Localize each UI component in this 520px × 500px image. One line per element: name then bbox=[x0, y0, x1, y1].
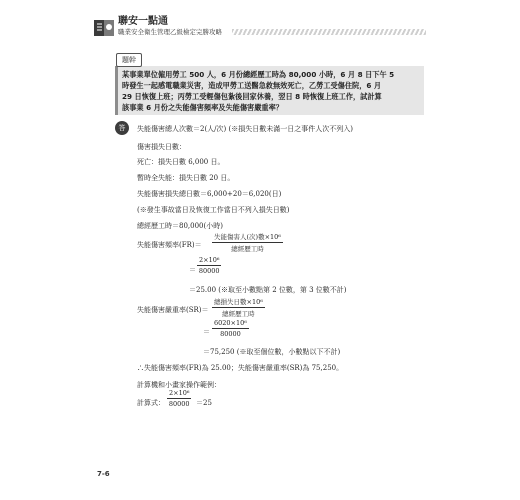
question-line: 29 日恢復上班；丙勞工受輕傷包紮後回家休養，翌日 8 時恢復上班工作，試計算 bbox=[122, 92, 382, 101]
book-logo-icon bbox=[93, 17, 115, 39]
fr-equals: ＝ bbox=[189, 266, 196, 274]
header-subtitle: 職業安全衛生管理乙級檢定完勝攻略 bbox=[118, 28, 222, 36]
fr-formula-fraction bbox=[212, 232, 283, 253]
answer-conclusion: ∴失能傷害頻率(FR)為 25.00；失能傷害嚴重率(SR)為 75,250。 bbox=[137, 364, 344, 372]
fr-label: 失能傷害頻率(FR)＝ bbox=[137, 241, 202, 249]
answer-note: (※發生事故當日及恢復工作當日不列入損失日數) bbox=[137, 206, 290, 214]
question-tag: 題幹 bbox=[116, 53, 142, 67]
sr-numerator: 總損失日數×10⁶ bbox=[214, 298, 263, 306]
sr-substituted-fraction bbox=[212, 319, 249, 338]
page-header bbox=[0, 0, 520, 46]
sr-equals: ＝ bbox=[203, 328, 210, 336]
sr-formula-fraction bbox=[212, 297, 265, 318]
calc-fraction bbox=[167, 389, 191, 408]
answer-total-count: 失能傷害總人次數＝2(人/次) (※損失日數未滿一日之事件人次不列入) bbox=[137, 125, 353, 133]
answer-total-loss-days: 失能傷害損失總日數＝6,000+20＝6,020(日) bbox=[137, 190, 282, 198]
sr-result: ＝75,250 (※取至個位數，小數點以下不計) bbox=[203, 348, 341, 356]
sr-label: 失能傷害嚴重率(SR)＝ bbox=[137, 306, 209, 314]
question-line: 該事業 6 月份之失能傷害頻率及失能傷害嚴重率？ bbox=[122, 103, 283, 112]
calc-result: ＝25 bbox=[196, 399, 212, 407]
fr-denominator: 總經歷工時 bbox=[231, 245, 264, 253]
question-line: 時發生一起感電職業災害，造成甲勞工送醫急救無效死亡，乙勞工受傷住院，6 月 bbox=[122, 81, 382, 90]
calc-label: 計算式： bbox=[137, 399, 165, 407]
answer-temporary-disability-days: 暫時全失能：損失日數 20 日。 bbox=[137, 174, 235, 182]
answer-icon: 答 bbox=[115, 121, 129, 135]
question-line: 某事業單位僱用勞工 500 人，6 月份總經歷工時為 80,000 小時，6 月 8 日下午 5 bbox=[122, 70, 395, 79]
calc-denominator: 80000 bbox=[168, 400, 190, 408]
fr-sub-numerator: 2×10⁶ bbox=[199, 256, 220, 264]
sr-sub-numerator: 6020×10⁶ bbox=[214, 319, 247, 327]
fr-result: ＝25.00 (※取至小數點第 2 位數，第 3 位數不計) bbox=[189, 286, 347, 294]
fr-numerator: 失能傷害人(次)數×10⁶ bbox=[214, 233, 281, 241]
calc-numerator: 2×10⁶ bbox=[169, 389, 190, 397]
header-stripe-divider bbox=[232, 29, 426, 35]
answer-death-days: 死亡：損失日數 6,000 日。 bbox=[137, 158, 225, 166]
sr-sub-denominator: 80000 bbox=[220, 330, 241, 338]
header-title: 聯安一點通 bbox=[118, 16, 168, 27]
page-number: 7-6 bbox=[97, 470, 110, 478]
answer-loss-days-heading: 傷害損失日數： bbox=[137, 143, 186, 151]
sr-denominator: 總經歷工時 bbox=[222, 310, 255, 318]
calculator-example-heading: 計算機和小畫家操作範例： bbox=[137, 381, 221, 389]
answer-total-hours: 總經歷工時＝80,000(小時) bbox=[137, 222, 223, 230]
fr-sub-denominator: 80000 bbox=[198, 267, 220, 275]
fr-substituted-fraction bbox=[197, 256, 221, 275]
